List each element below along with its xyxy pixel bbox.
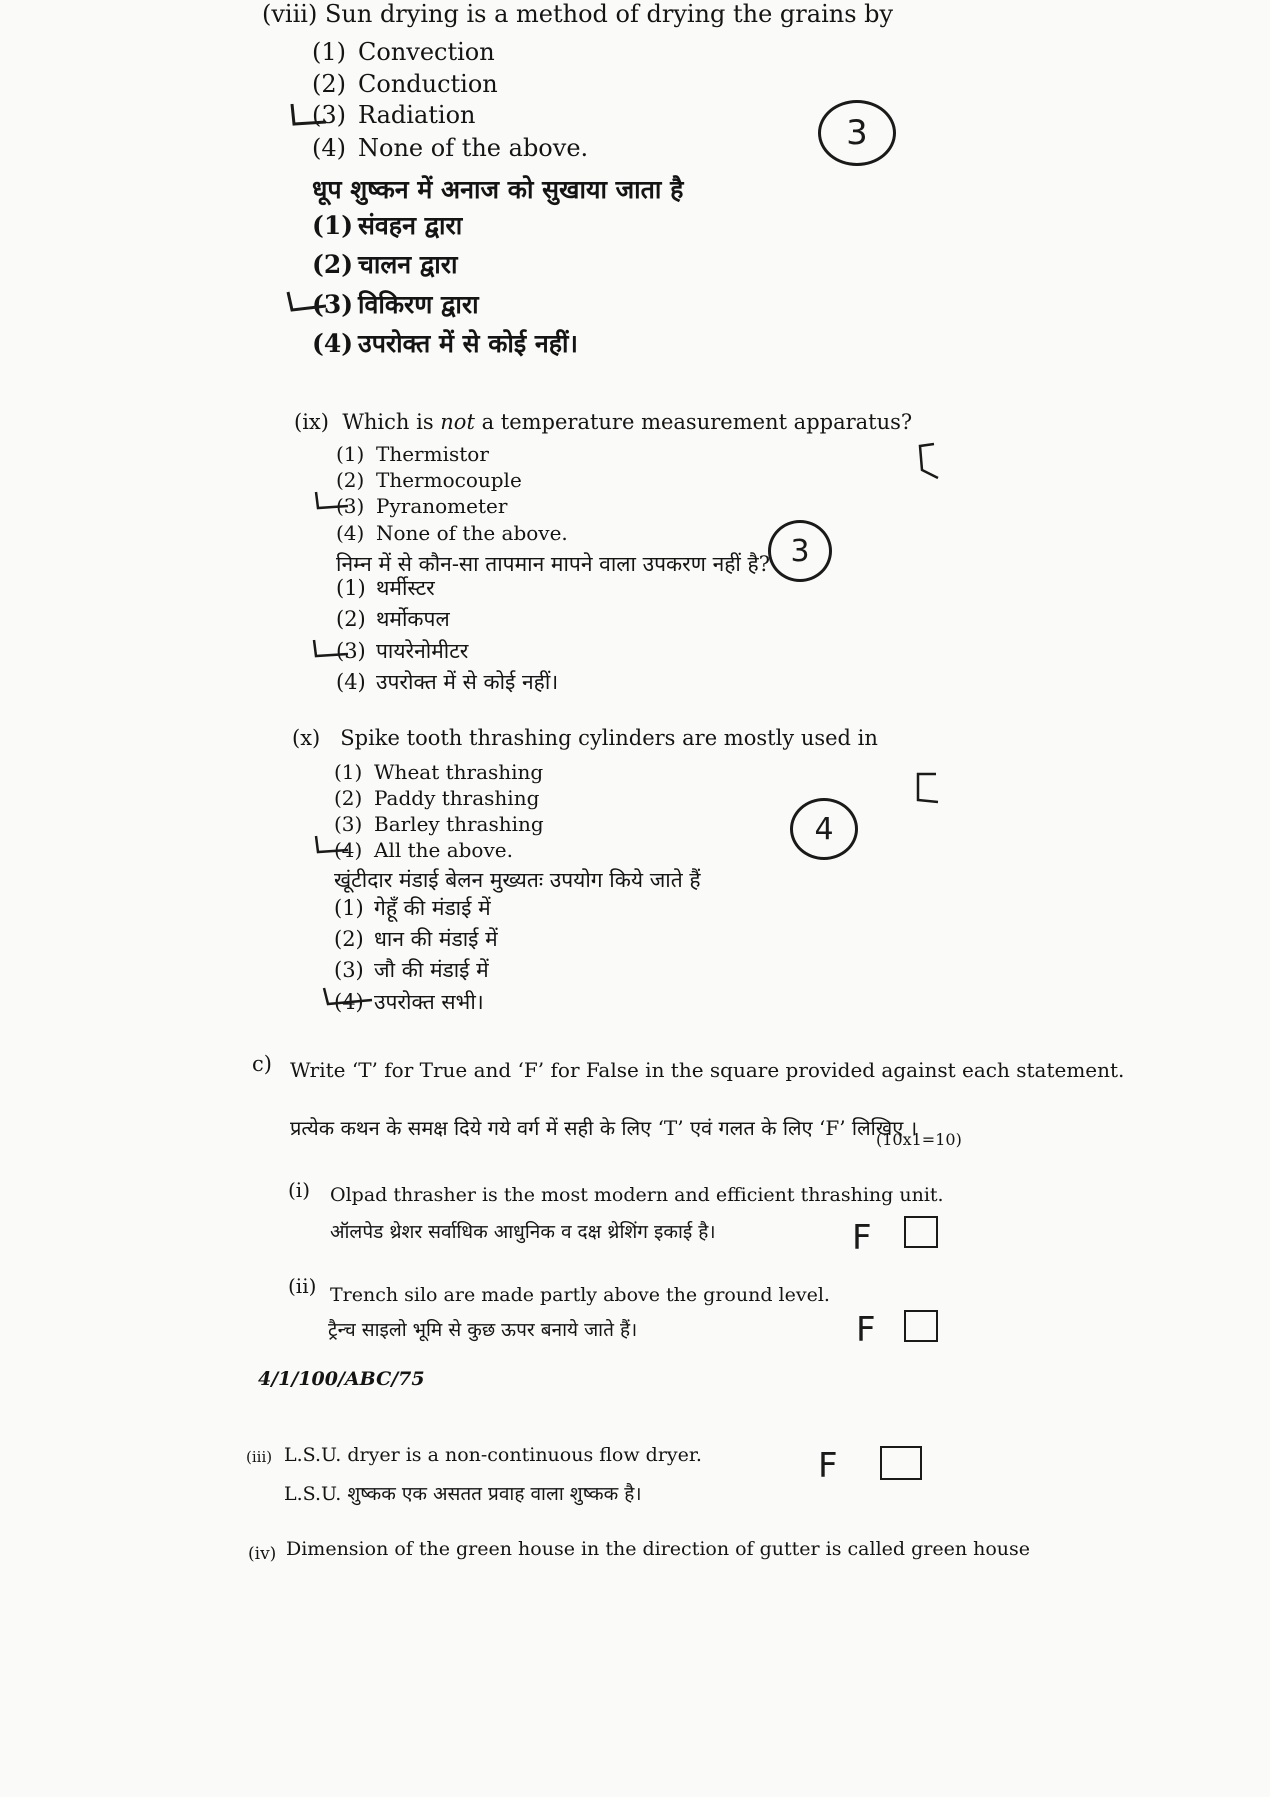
q9-answer-tick-mark <box>312 488 352 512</box>
tf-item-3-hindi: L.S.U. शुष्कक एक असतत प्रवाह वाला शुष्कक है। <box>284 1483 642 1505</box>
q8-label: (viii) <box>262 0 318 28</box>
q8-hindi-option-2: (2) चालन द्वारा <box>312 250 458 279</box>
q10-hindi-option-3: (3) जौ की मंडाई में <box>334 958 489 982</box>
section-c-instruction: Write ‘T’ for True and ‘F’ for False in the square provided against each statement. <box>290 1058 1125 1082</box>
q9-answer-circle: 3 <box>768 520 832 582</box>
q9-side-bracket-mark <box>912 440 942 484</box>
q10-hindi-option-2: (2) धान की मंडाई में <box>334 927 498 951</box>
tf-item-2-label: (ii) <box>288 1274 317 1298</box>
q9-option-3: (3) Pyranometer <box>336 494 508 518</box>
q8-option-4: (4) None of the above. <box>312 134 589 162</box>
tf-item-1-label: (i) <box>288 1178 311 1202</box>
q8-hindi-stem: धूप शुष्कन में अनाज को सुखाया जाता है <box>312 175 684 204</box>
tf-item-2-hindi: ट्रैन्च साइलो भूमि से कुछ ऊपर बनाये जाते हैं। <box>328 1319 638 1341</box>
q9-option-2: (2) Thermocouple <box>336 468 522 492</box>
q10-option-3: (3) Barley thrashing <box>334 812 544 836</box>
tf-item-1-answer-box[interactable] <box>904 1216 938 1248</box>
tf-item-1-text: Olpad thrasher is the most modern and efficient thrashing unit. <box>330 1184 944 1206</box>
q10-label: (x) <box>292 726 321 750</box>
paper-code: 4/1/100/ABC/75 <box>258 1368 425 1390</box>
q8-option-1: (1) Convection <box>312 38 495 66</box>
tf-item-3-answer: F <box>818 1446 838 1486</box>
q9-hindi-option-2: (2) थर्मोकपल <box>336 607 450 631</box>
q8-stem <box>262 0 893 28</box>
q10-hindi-stem: खूंटीदार मंडाई बेलन मुख्यतः उपयोग किये जाते हैं <box>334 868 701 892</box>
tf-item-1-answer: F <box>852 1218 872 1258</box>
q9-hindi-option-4: (4) उपरोक्त में से कोई नहीं। <box>336 670 559 694</box>
q10-side-bracket-mark <box>912 770 942 806</box>
q10-hindi-option-4: (4) उपरोक्त सभी। <box>334 990 484 1014</box>
q8-answer-circle: 3 <box>818 100 896 166</box>
q9-label: (ix) <box>294 410 329 434</box>
q8-hindi-option-3: (3) विकिरण द्वारा <box>312 290 479 319</box>
tf-item-3-answer-box[interactable] <box>880 1446 922 1480</box>
q10-answer-circle: 4 <box>790 798 858 860</box>
tf-item-3-text: L.S.U. dryer is a non-continuous flow dryer. <box>284 1444 702 1466</box>
q10-answer-tick-mark <box>312 832 352 856</box>
q10-hindi-option-1: (1) गेहूँ की मंडाई में <box>334 896 491 920</box>
q8-hindi-option-4: (4) उपरोक्त में से कोई नहीं। <box>312 329 578 358</box>
tf-item-4-label: (iv) <box>248 1544 277 1564</box>
q10-option-1: (1) Wheat thrashing <box>334 760 544 784</box>
q10-stem: (x) Spike tooth thrashing cylinders are mostly used in <box>292 726 878 750</box>
q8-hindi-option-1: (1) संवहन द्वारा <box>312 211 463 240</box>
section-c-label: c) <box>252 1052 272 1076</box>
tf-item-2-text: Trench silo are made partly above the ground level. <box>330 1284 830 1306</box>
q9-hindi-option-1: (1) थर्मीस्टर <box>336 576 435 600</box>
q8-hindi-answer-tick-mark <box>284 286 328 314</box>
q9-hindi-stem: निम्न में से कौन-सा तापमान मापने वाला उपकरण नहीं है? <box>336 552 770 576</box>
q9-option-1: (1) Thermistor <box>336 442 489 466</box>
tf-item-4-text: Dimension of the green house in the direction of gutter is called green house <box>286 1538 1031 1560</box>
q10-option-4: (4) All the above. <box>334 838 513 862</box>
q8-option-3: (3) Radiation <box>312 101 476 129</box>
section-c-marks: (10x1=10) <box>876 1130 962 1149</box>
tf-item-3-label: (iii) <box>246 1448 273 1466</box>
tf-item-1-hindi: ऑलपेड थ्रेशर सर्वाधिक आधुनिक व दक्ष थ्रेशिंग इकाई है। <box>330 1221 716 1243</box>
q9-hindi-option-3: (3) पायरेनोमीटर <box>336 639 469 663</box>
q10-option-2: (2) Paddy thrashing <box>334 786 540 810</box>
q8-answer-tick-mark <box>288 100 328 128</box>
tf-item-2-answer-box[interactable] <box>904 1310 938 1342</box>
q9-hindi-answer-tick-mark <box>310 636 352 660</box>
q10-hindi-answer-tick-mark <box>320 984 376 1008</box>
q8-option-2: (2) Conduction <box>312 70 498 98</box>
q8-text: Sun drying is a method of drying the grains by <box>324 0 894 28</box>
q9-stem: (ix) Which is not a temperature measurement apparatus? <box>294 410 913 434</box>
q9-option-4: (4) None of the above. <box>336 521 568 545</box>
section-c-instruction-hindi: प्रत्येक कथन के समक्ष दिये गये वर्ग में सही के लिए ‘T’ एवं गलत के लिए ‘F’ लिखिए । <box>290 1116 918 1140</box>
tf-item-2-answer: F <box>856 1310 876 1350</box>
